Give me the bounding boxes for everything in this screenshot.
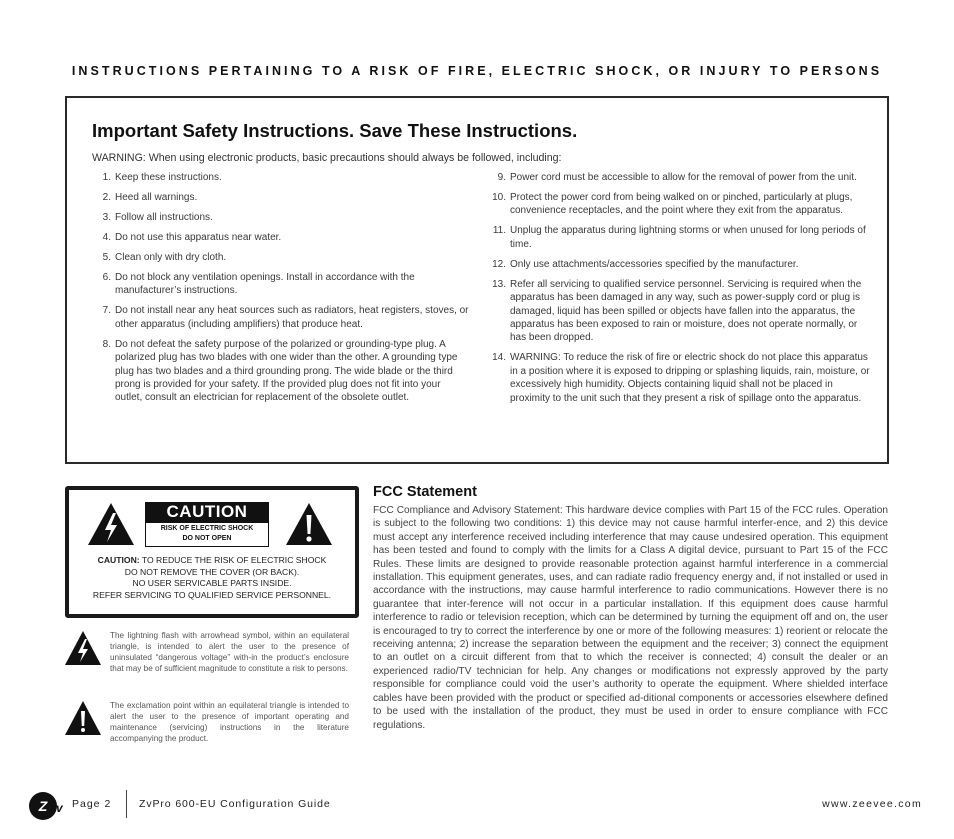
caution-sub-line2: DO NOT OPEN	[182, 535, 232, 542]
safety-list-item	[487, 258, 872, 271]
safety-list-item	[99, 231, 469, 244]
caution-sub-line1: RISK OF ELECTRIC SHOCK	[160, 525, 254, 532]
list-item-text: Keep these instructions.	[115, 172, 222, 183]
safety-list-item	[99, 251, 469, 264]
list-item-text: Clean only with dry cloth.	[115, 252, 227, 263]
list-item-text: Do not defeat the safety purpose of the polarized or grounding-type plug. A polarized plug has two blades with one wider than the other. A grounding type plug has two blades and a third grounding prong. The wide blade or the third prong is provided for your safety. If the provided plug does not fit into your outlet, consult an electrician for replacement of the obsolete outlet.	[115, 338, 458, 404]
caution-line2: DO NOT REMOVE THE COVER (OR BACK).	[124, 566, 300, 577]
fcc-title: FCC Statement	[373, 484, 477, 500]
safety-list-item	[99, 304, 469, 331]
caution-title: CAUTION	[145, 502, 269, 522]
list-item-text: Heed all warnings.	[115, 192, 198, 203]
list-item-text: Do not use this apparatus near water.	[115, 232, 282, 243]
safety-list-item	[487, 191, 872, 218]
safety-list-item	[99, 271, 469, 298]
footer-divider	[126, 790, 127, 818]
list-item-number: 8.	[102, 338, 111, 350]
list-item-text: Only use attachments/accessories specified by the manufacturer.	[510, 258, 799, 270]
caution-line3: NO USER SERVICABLE PARTS INSIDE.	[132, 578, 292, 589]
list-item-text: WARNING: To reduce the risk of fire or electric shock do not place this apparatus in a position where it is exposed to dripping or splashing liquids, rain, moisture, or excessively high humidity. Objects containing liquid shall not be placed in proximity to the unit such that they present a risk of spillage onto the apparatus.	[510, 352, 870, 404]
exclamation-triangle-icon	[64, 700, 102, 736]
safety-list-item	[99, 211, 469, 224]
section-heading: INSTRUCTIONS PERTAINING TO A RISK OF FIRE, ELECTRIC SHOCK, OR INJURY TO PERSONS	[71, 64, 883, 78]
caution-lead: CAUTION:	[97, 555, 140, 565]
safety-list-item	[487, 351, 872, 405]
website-url: www.zeevee.com	[822, 798, 922, 810]
lightning-warning-icon	[87, 502, 135, 546]
list-item-number: 4.	[102, 232, 111, 243]
safety-title: Important Safety Instructions. Save These Instructions.	[92, 120, 578, 141]
list-item-text: Do not block any ventilation openings. Install in accordance with the manufacturer’s instructions.	[115, 272, 415, 297]
safety-list-item	[99, 338, 469, 405]
list-item-number: 14.	[492, 352, 506, 364]
page-number: Page 2	[72, 798, 112, 810]
zeevee-logo	[29, 791, 63, 821]
list-item-number: 2.	[102, 192, 111, 203]
list-item-number: 7.	[102, 305, 111, 317]
safety-list-item	[99, 191, 469, 204]
caution-subtitle	[145, 522, 269, 547]
safety-list-item	[487, 224, 872, 251]
list-item-text: Do not install near any heat sources such as radiators, heat registers, stoves, or other apparatus (including amplifiers) that produce heat.	[115, 305, 469, 330]
list-item-text: Refer all servicing to qualified service personnel. Servicing is required when the apparatus has been damaged in any way, such as power-supply cord or plug is damaged, liquid has been spilled or objects have fallen into the apparatus, the apparatus has been exposed to rain or moisture, does not operate normally, or has been dropped.	[510, 278, 862, 344]
warning-intro: WARNING: When using electronic products, basic precautions should always be followed, including:	[92, 152, 562, 164]
exclamation-symbol-text: The exclamation point within an equilateral triangle is intended to alert the user to the presence of important operating and maintenance (servicing) instructions in the literature accompanying the product.	[110, 701, 349, 743]
svg-text:Z: Z	[38, 798, 48, 814]
safety-list-item	[487, 171, 872, 184]
caution-label-box	[65, 486, 359, 618]
list-item-text: Power cord must be accessible to allow for the removal of power from the unit.	[510, 172, 857, 183]
caution-line1: TO REDUCE THE RISK OF ELECTRIC SHOCK	[141, 555, 327, 565]
list-item-text: Follow all instructions.	[115, 212, 213, 223]
guide-title: ZvPro 600-EU Configuration Guide	[139, 798, 331, 810]
safety-list-item	[487, 278, 872, 345]
caution-text	[69, 555, 355, 601]
list-item-number: 11.	[492, 225, 506, 237]
list-item-text: Protect the power cord from being walked on or pinched, particularly at plugs, convenience receptacles, and the point where they exit from the apparatus.	[510, 192, 853, 217]
safety-list-item	[99, 171, 469, 184]
list-item-number: 12.	[492, 258, 506, 270]
lightning-symbol-text: The lightning flash with arrowhead symbol, within an equilateral triangle, is intended to alert the user to the presence of uninsulated “dangerous voltage” with-in the product’s enclosure that may be of sufficient magnitude to constitute a risk to persons.	[110, 631, 349, 673]
list-item-number: 6.	[102, 272, 111, 283]
fcc-body: FCC Compliance and Advisory Statement: This hardware device complies with Part 15 of the FCC rules. Operation is subject to the following two conditions: 1) this device may not cause harmful interfer-ence, and 2) this device must accept any interference received including interference that may cause undesired operation. This equipment has been tested and found to comply with the limits for a Class A digital device, pursuant to Part 15 of the FCC Rules. These limits are designed to provide reasonable protection against harmful interference in a commercial installation. This equipment generates, uses, and can radiate radio frequency energy and, if not installed or used in accordance with the instructions, may cause harmful interference to radio communications. However there is no guarantee that inter-ference will not occur in a particular installation. If this equipment does cause harmful interference to radio or television reception, which can be determined by turning the equipment off and on, the user is encouraged to try to correct the interference by one or more of the following measures: 1) reorient or relocate the receiving antenna; 2) increase the separation between the equipment and the receiver; 3) connect the equipment to an outlet on a circuit different from that to which the receiver is connected; 4) consult the dealer or an experienced radio/TV technician for help. Any changes or modifications not expressly approved by the party responsible for compliance could void the user’s authority to operate the equipment. Where shielded interface cables have been provided with the product or specified ad-ditional components or accessories elsewhere defined to be used with the installation of the product, they must be used in order to ensure compliance with FCC regulations.	[373, 505, 888, 731]
exclamation-warning-icon	[285, 502, 333, 546]
list-item-number: 9.	[497, 172, 506, 183]
lightning-triangle-icon	[64, 630, 102, 666]
list-item-text: Unplug the apparatus during lightning storms or when unused for long periods of time.	[510, 225, 866, 250]
safety-instructions-box	[65, 96, 889, 464]
list-item-number: 1.	[102, 172, 111, 183]
list-item-number: 13.	[492, 278, 506, 290]
list-item-number: 5.	[102, 252, 111, 263]
list-item-number: 10.	[492, 192, 506, 203]
caution-line4: REFER SERVICING TO QUALIFIED SERVICE PERSONNEL.	[92, 589, 332, 600]
svg-text:v: v	[56, 801, 63, 815]
safety-list-right	[487, 171, 872, 412]
list-item-number: 3.	[102, 212, 111, 223]
safety-list-left	[99, 171, 469, 411]
